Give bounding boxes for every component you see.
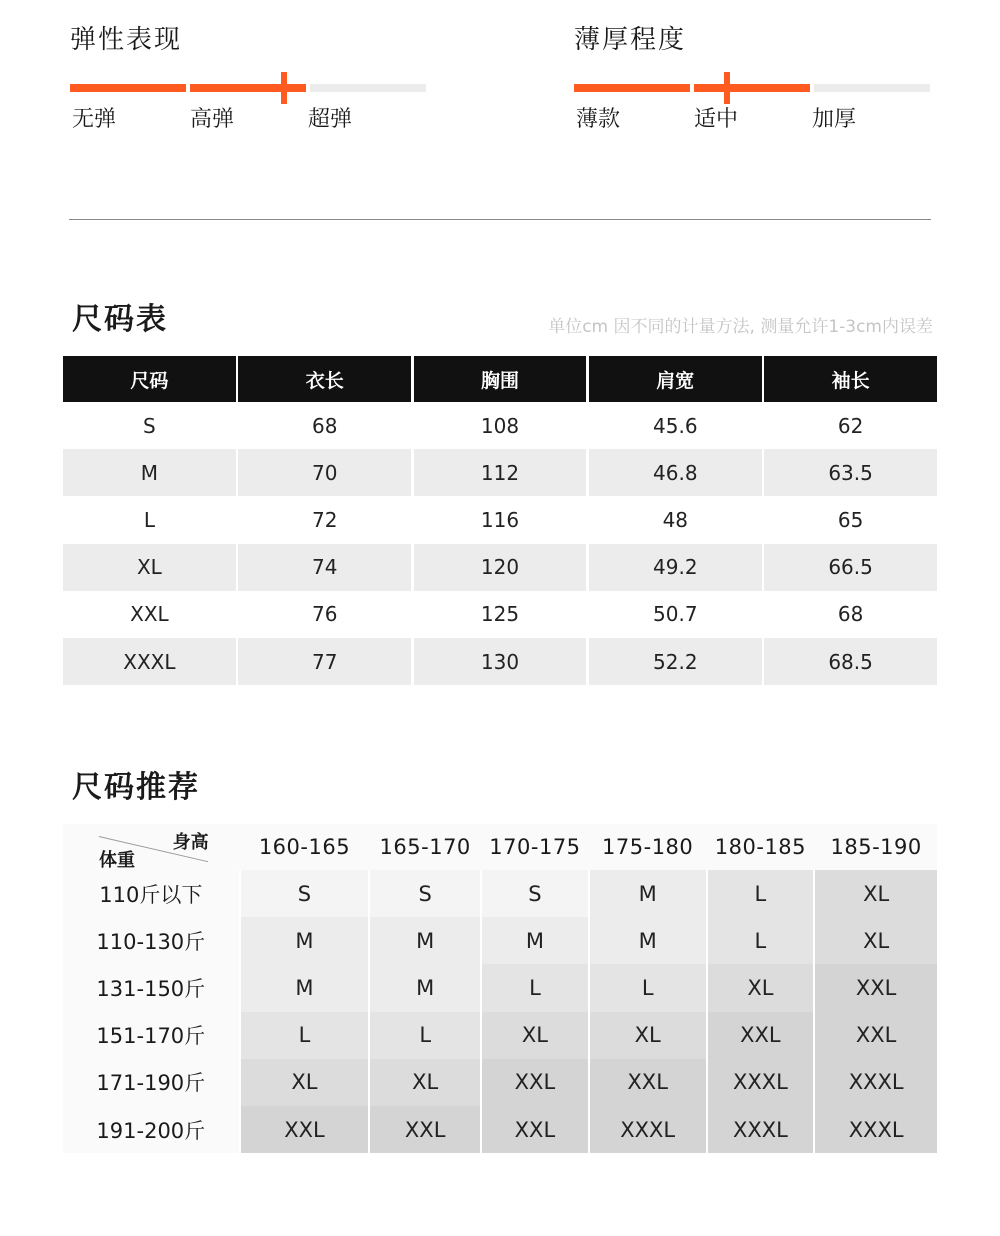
size-chart-title: 尺码表 xyxy=(72,302,168,337)
table-row xyxy=(63,591,937,638)
corner-cell xyxy=(63,824,239,870)
size-cell: XXL xyxy=(130,602,169,627)
height-header: 170-175 xyxy=(489,835,581,859)
weight-label: 171-190斤 xyxy=(63,1059,239,1106)
recommendation-table xyxy=(63,824,937,1153)
size-cell: L xyxy=(708,870,814,917)
sleeve-cell: 62 xyxy=(837,413,864,438)
header-length: 衣长 xyxy=(238,356,411,402)
shoulder-cell: 45.6 xyxy=(653,413,698,438)
height-header: 180-185 xyxy=(714,835,807,859)
table-row xyxy=(63,496,937,543)
size-cell: XXXL xyxy=(815,1106,937,1153)
stretch-label-high: 超弹 xyxy=(308,107,353,132)
height-header: 160-165 xyxy=(258,835,351,859)
table-row xyxy=(63,1012,937,1059)
height-axis-label: 身高 xyxy=(172,832,209,853)
header-sleeve: 袖长 xyxy=(764,356,937,402)
size-chart-table xyxy=(63,356,937,685)
thickness-label-high: 加厚 xyxy=(812,107,857,132)
size-cell: XL xyxy=(241,1059,369,1106)
length-cell: 72 xyxy=(311,507,338,532)
weight-label: 191-200斤 xyxy=(63,1106,239,1153)
shoulder-cell: 46.8 xyxy=(589,449,762,496)
thickness-segment-3 xyxy=(814,84,930,92)
weight-label: 110斤以下 xyxy=(63,870,239,917)
length-cell: 68 xyxy=(311,413,338,438)
chest-cell: 108 xyxy=(480,413,520,438)
size-cell: XXL xyxy=(815,1012,937,1059)
thickness-label-mid: 适中 xyxy=(694,107,739,132)
table-row xyxy=(63,917,937,964)
header-shoulder: 肩宽 xyxy=(589,356,762,402)
table-row xyxy=(63,544,937,591)
size-cell: XXXL xyxy=(63,638,236,685)
shoulder-cell: 49.2 xyxy=(589,544,762,591)
size-cell: M xyxy=(241,964,369,1011)
size-cell: XL xyxy=(708,964,814,1011)
size-cell: XXXL xyxy=(708,1059,814,1106)
size-cell: XL xyxy=(370,1059,480,1106)
table-row xyxy=(63,964,937,1011)
recommendation-title: 尺码推荐 xyxy=(72,770,200,805)
thickness-labels xyxy=(574,100,934,140)
weight-axis-label: 体重 xyxy=(99,850,135,871)
table-row xyxy=(63,449,937,496)
thickness-label-low: 薄款 xyxy=(576,107,621,132)
weight-label: 151-170斤 xyxy=(63,1012,239,1059)
size-cell: XXL xyxy=(482,1059,588,1106)
size-cell: S xyxy=(241,870,369,917)
size-cell: XXXL xyxy=(590,1106,706,1153)
stretch-segment-1 xyxy=(70,84,186,92)
length-cell: 76 xyxy=(311,602,338,627)
weight-label: 131-150斤 xyxy=(63,964,239,1011)
table-row xyxy=(63,870,937,917)
size-cell: L xyxy=(370,1012,480,1059)
chest-cell: 130 xyxy=(414,638,587,685)
table-row xyxy=(63,402,937,449)
stretch-labels xyxy=(70,100,430,140)
size-cell: XXL xyxy=(815,964,937,1011)
stretch-track xyxy=(70,84,427,92)
size-cell: XL xyxy=(63,544,236,591)
section-divider xyxy=(69,219,931,220)
size-cell: S xyxy=(482,870,588,917)
height-header: 185-190 xyxy=(830,835,922,859)
size-cell: S xyxy=(370,870,480,917)
chest-cell: 125 xyxy=(480,602,520,627)
size-cell: M xyxy=(482,917,588,964)
chest-cell: 112 xyxy=(414,449,587,496)
sleeve-cell: 63.5 xyxy=(764,449,937,496)
recommendation-header xyxy=(63,824,937,870)
length-cell: 70 xyxy=(238,449,411,496)
size-unit-note: 单位cm 因不同的计量方法, 测量允许1-3cm内误差 xyxy=(548,317,933,337)
sleeve-cell: 65 xyxy=(837,507,864,532)
size-cell: L xyxy=(143,507,155,532)
size-cell: XXL xyxy=(708,1012,814,1059)
size-cell: L xyxy=(241,1012,369,1059)
size-cell: M xyxy=(370,917,480,964)
sleeve-cell: 68 xyxy=(837,602,864,627)
shoulder-cell: 48 xyxy=(662,507,689,532)
size-cell: XXL xyxy=(590,1059,706,1106)
stretch-segment-3 xyxy=(310,84,426,92)
stretch-segment-2 xyxy=(190,84,306,92)
size-cell: S xyxy=(143,413,156,438)
size-cell: M xyxy=(63,449,236,496)
size-chart-header xyxy=(63,356,937,402)
size-cell: XXL xyxy=(370,1106,480,1153)
length-cell: 77 xyxy=(238,638,411,685)
height-header: 165-170 xyxy=(379,835,471,859)
chest-cell: 116 xyxy=(480,507,520,532)
size-cell: M xyxy=(241,917,369,964)
size-cell: XXXL xyxy=(708,1106,814,1153)
size-cell: XL xyxy=(815,870,937,917)
weight-label: 110-130斤 xyxy=(63,917,239,964)
stretch-label-low: 无弹 xyxy=(72,107,117,132)
thickness-track xyxy=(574,84,931,92)
size-cell: XL xyxy=(590,1012,706,1059)
size-cell: XL xyxy=(482,1012,588,1059)
chest-cell: 120 xyxy=(414,544,587,591)
size-cell: L xyxy=(708,917,814,964)
shoulder-cell: 50.7 xyxy=(653,602,698,627)
size-cell: XXL xyxy=(482,1106,588,1153)
size-cell: XL xyxy=(815,917,937,964)
stretch-title: 弹性表现 xyxy=(70,25,183,55)
header-chest: 胸围 xyxy=(414,356,587,402)
thickness-title: 薄厚程度 xyxy=(574,25,687,55)
stretch-label-mid: 高弹 xyxy=(190,107,235,132)
sleeve-cell: 66.5 xyxy=(764,544,937,591)
thickness-gauge xyxy=(574,20,934,140)
length-cell: 74 xyxy=(238,544,411,591)
size-cell: XXL xyxy=(241,1106,369,1153)
thickness-segment-2 xyxy=(694,84,810,92)
table-row xyxy=(63,1106,937,1153)
sleeve-cell: 68.5 xyxy=(764,638,937,685)
table-row xyxy=(63,638,937,685)
table-row xyxy=(63,1059,937,1106)
stretch-gauge xyxy=(70,20,430,140)
size-cell: M xyxy=(590,870,706,917)
size-cell: M xyxy=(590,917,706,964)
size-cell: L xyxy=(590,964,706,1011)
height-header: 175-180 xyxy=(602,835,694,859)
size-cell: M xyxy=(370,964,480,1011)
size-cell: XXXL xyxy=(815,1059,937,1106)
size-cell: L xyxy=(482,964,588,1011)
header-size: 尺码 xyxy=(63,356,236,402)
thickness-segment-1 xyxy=(574,84,690,92)
shoulder-cell: 52.2 xyxy=(589,638,762,685)
